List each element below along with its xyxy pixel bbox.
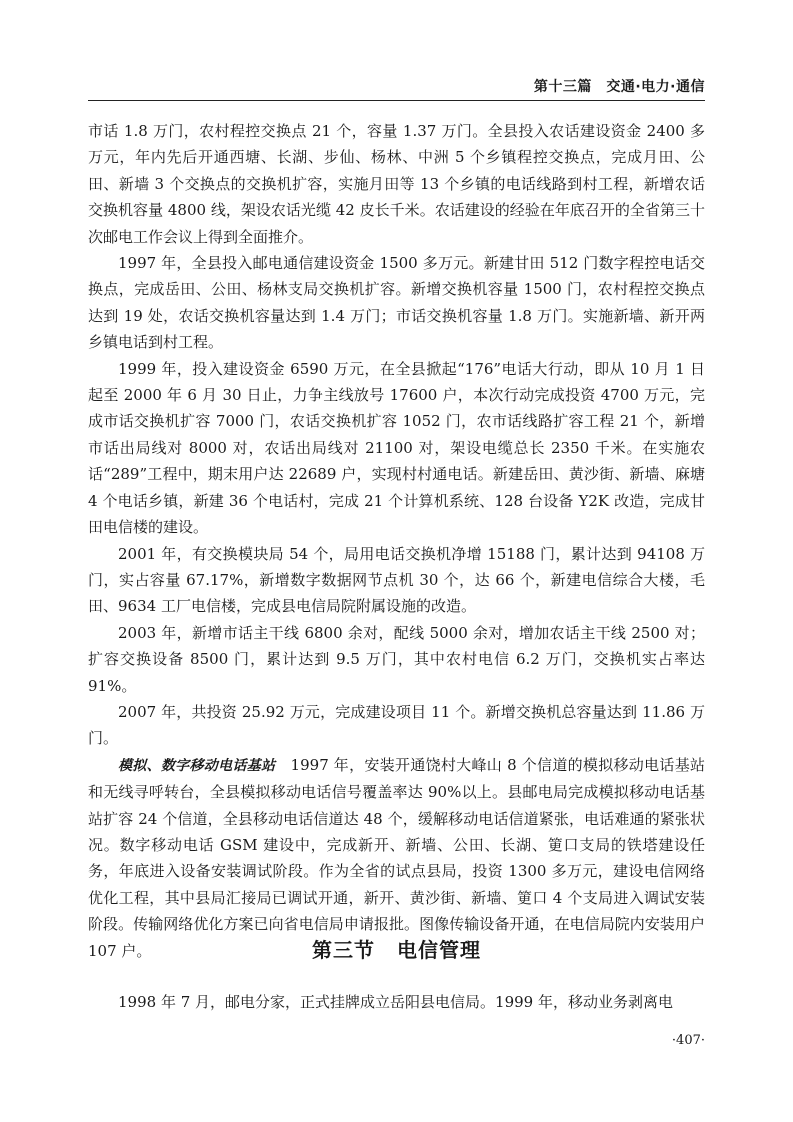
paragraph-2001: 2001 年，有交换模块局 54 个，局用电话交换机净增 15188 门，累计达到 94108 万门，实占容量 67.17%，新增数字数据网节点机 30 个，达 66 个，新建电信综合大楼，毛田、9634 工厂电信楼，完成县电信局院附属设施的改造。	[88, 544, 705, 616]
paragraph-1997: 1997 年，全县投入邮电通信建设资金 1500 多万元。新建甘田 512 门数字程控电话交换点，完成岳田、公田、杨林支局交换机扩容。新增交换机容量 1500 门，农村程控交换点达到 19 处，农话交换机容量达到 1.4 万门；市话交换机容量 1.8 万门。实施新墙、新开两乡镇电话到村工程。	[88, 254, 705, 352]
paragraph-continued: 市话 1.8 万门，农村程控交换点 21 个，容量 1.37 万门。全县投入农话建设资金 2400 多万元，年内先后开通西塘、长湖、步仙、杨林、中洲 5 个乡镇程控交换点，完成月田、公田、新墙 3 个交换点的交换机扩容，实施月田等 13 个乡镇的电话线路到村工程，新增农话交换机容量 4800 线，架设农话光缆 42 皮长千米。农话建设的经验在年底召开的全省第三十次邮电工作会议上得到全面推介。	[88, 122, 705, 246]
section-number: 第三节	[312, 938, 375, 962]
section-title	[0, 934, 793, 963]
paragraph-1998: 1998 年 7 月，邮电分家，正式挂牌成立岳阳县电信局。1999 年，移动业务剥离电	[118, 993, 673, 1011]
paragraph-2007: 2007 年，共投资 25.92 万元，完成建设项目 11 个。新增交换机总容量达到 11.86 万门。	[88, 702, 705, 748]
paragraph-1999: 1999 年，投入建设资金 6590 万元，在全县掀起“176”电话大行动，即从 10 月 1 日起至 2000 年 6 月 30 日止，力争主线放号 17600 户，本次行动完成投资 4700 万元，完成市话交换机扩容 7000 门，农话交换机扩容 1052 门，农市话线路扩容工程 21 个，新增市话出局线对 8000 对，农话出局线对 21100 对，架设电缆总长 2350 千米。在实施农话“289”工程中，期末用户达 22689 户，实现村村通电话。新建岳田、黄沙街、新墙、麻塘 4 个电话乡镇，新建 36 个电话村，完成 21 个计算机系统、128 台设备 Y2K 改造，完成甘田电信楼的建设。	[88, 359, 705, 537]
chapter-title: 第十三篇 交通·电力·通信	[533, 79, 705, 95]
mobile-lead-heading: 模拟、数字移动电话基站	[118, 757, 276, 774]
paragraph-2003: 2003 年，新增市话主干线 6800 余对，配线 5000 余对，增加农话主干线 2500 对；扩容交换设备 8500 门，累计达到 9.5 万门，其中农村电信 6.2 万门，交换机实占率达 91%。	[88, 623, 705, 695]
paragraph-mobile	[88, 752, 705, 964]
body-text	[88, 118, 705, 964]
section-name: 电信管理	[397, 938, 481, 962]
page-number: ·407·	[671, 1033, 705, 1048]
mobile-text: 1997 年，安装开通饶村大峰山 8 个信道的模拟移动电话基站和无线寻呼转台，全县模拟移动电话信号覆盖率达 90%以上。县邮电局完成模拟移动电话基站扩容 24 个信道，全县移动电话信道达 48 个，缓解移动电话信道紧张，电话难通的紧张状况。数字移动电话 GSM 建设中，完成新开、新墙、公田、长湖、筻口支局的铁塔建设任务，年底进入设备安装调试阶段。作为全省的试点县局，投资 1300 多万元，建设电信网络优化工程，其中县局汇接局已调试开通，新开、黄沙街、新墙、筻口 4 个支局进入调试安装阶段。传输网络优化方案已向省电信局申请报批。图像传输设备开通，在电信局院内安装用户 107 户。	[88, 755, 705, 960]
page-header	[88, 74, 705, 101]
